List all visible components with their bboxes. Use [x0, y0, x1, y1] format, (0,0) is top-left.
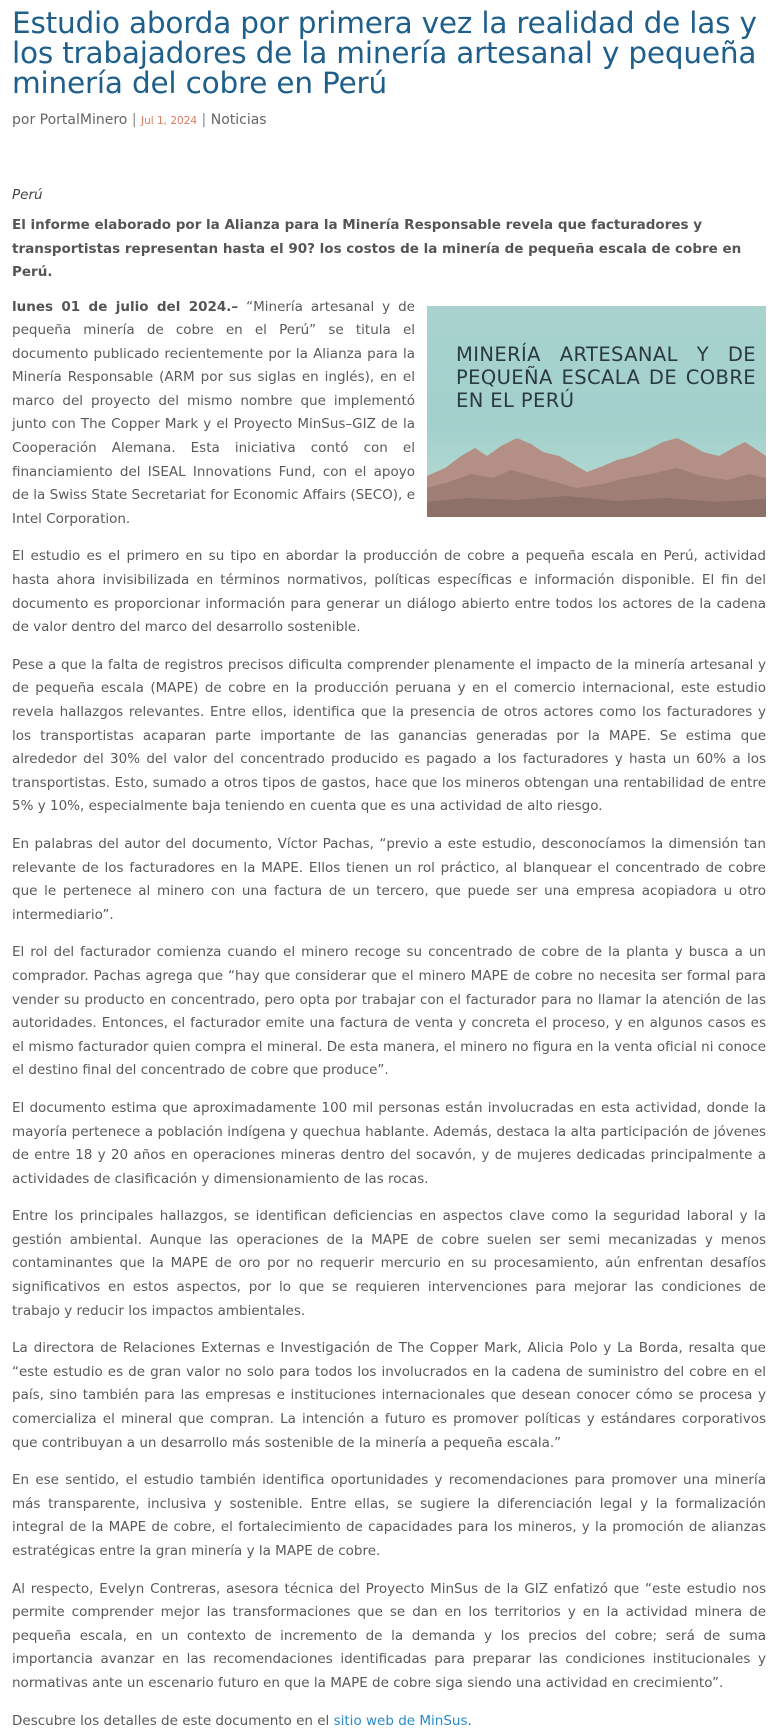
hero-image-text: MINERÍA ARTESANAL Y DE PEQUEÑA ESCALA DE COBRE EN EL PERÚ	[456, 342, 756, 412]
body-paragraph: En palabras del autor del documento, Víctor Pachas, “previo a este estudio, desconocíamos la dimensión tan relevante de los facturadores en la MAPE. Ellos tienen un rol práctico, al blanquear el concentrado de cobre que le pertenece al minero con una factura de un tercero, que puede ser una empresa acopiadora u otro intermediario”.	[12, 835, 766, 923]
article-hero-image	[427, 306, 766, 517]
closing-text: Descubre los detalles de este documento en el	[12, 1712, 334, 1729]
meta-separator: |	[131, 112, 137, 128]
author-prefix: por	[12, 112, 36, 128]
article-region: Perú	[12, 187, 43, 203]
article-lead: El informe elaborado por la Alianza para la Minería Responsable revela que facturadores y transportistas representan hasta el 90? los costos de la minería de pequeña escala de cobre en Perú.	[12, 217, 742, 280]
first-paragraph-date: lunes 01 de julio del 2024.–	[12, 298, 239, 315]
body-paragraph: El estudio es el primero en su tipo en abordar la producción de cobre a pequeña escala en Perú, actividad hasta ahora invisibilizada en términos normativos, políticas específicas e información disponible. El fin del documento es proporcionar información para generar un diálogo abierto entre todos los actores de la cadena de valor dentro del marco del desarrollo sostenible.	[12, 548, 766, 636]
closing-paragraph	[12, 1710, 766, 1733]
article-body-intro	[12, 296, 766, 546]
body-paragraph: La directora de Relaciones Externas e Investigación de The Copper Mark, Alicia Polo y La Borda, resalta que “este estudio es de gran valor no solo para todos los involucrados en la cadena de suministro del cobre en el país, sino también para las empresas e instituciones internacionales que desean conocer cómo se procesa y comercializa el mineral que compran. La intención a futuro es promover políticas y estándares corporativos que contribuyan a un desarrollo más sostenible de la minería a pequeña escala.”	[12, 1340, 766, 1451]
closing-suffix: .	[467, 1712, 472, 1729]
body-paragraph: El documento estima que aproximadamente 100 mil personas están involucradas en esta actividad, donde la mayoría pertenece a población indígena y quechua hablante. Además, destaca la alta participación de jóvenes de entre 18 y 20 años en operaciones mineras dentro del socavón, y de mujeres dedicadas principalmente a actividades de clasificación y dimensionamiento de las rocas.	[12, 1099, 766, 1187]
meta-separator: |	[201, 112, 207, 128]
body-paragraph: Entre los principales hallazgos, se identifican deficiencias en aspectos clave como la seguridad laboral y la gestión ambiental. Aunque las operaciones de la MAPE de cobre suelen ser semi mecanizadas y menos contaminantes que la MAPE de oro por no requerir mercurio en su procesamiento, aún enfrentan desafíos significativos en estos aspectos, por lo que se requieren intervenciones para mejorar las condiciones de trabajo y reducir los impactos ambientales.	[12, 1208, 766, 1319]
minsus-website-link[interactable]: sitio web de MinSus	[333, 1712, 468, 1729]
body-paragraph: En ese sentido, el estudio también identifica oportunidades y recomendaciones para promover una minería más transparente, inclusiva y sostenible. Entre ellas, se sugiere la diferenciación legal y la formalización integral de la MAPE de cobre, el fortalecimiento de capacidades para los mineros, y la promoción de alianzas estratégicas entre la gran minería y la MAPE de cobre.	[12, 1472, 766, 1559]
first-paragraph-text: “Minería artesanal y de pequeña minería de cobre en el Perú” se titula el documento publicado recientemente por la Alianza para la Minería Responsable (ARM por sus siglas en inglés), en el marco del proyecto del mismo nombre que implementó junto con The Copper Mark y el Proyecto MinSus–GIZ de la Cooperación Alemana. Esta iniciativa contó con el financiamiento del ISEAL Innovations Fund, con el apoyo de la Swiss State Secretariat for Economic Affairs (SECO), e Intel Corporation.	[12, 298, 415, 527]
body-paragraph: Pese a que la falta de registros precisos dificulta comprender plenamente el impacto de la minería artesanal y de pequeña escala (MAPE) de cobre en la producción peruana y en el comercio internacional, este estudio revela hallazgos relevantes. Entre ellos, identifica que la presencia de otros actores como los facturadores y los transportistas acaparan parte importante de las ganancias generadas por la MAPE. Se estima que alrededor del 30% del valor del concentrado producido es pagado a los facturadores y hasta un 60% a los transportistas. Esto, sumado a otros tipos de gastos, hace que los mineros obtengan una rentabilidad de entre 5% y 10%, especialmente baja teniendo en cuenta que es una actividad de alto riesgo.	[12, 656, 766, 815]
author-link[interactable]: PortalMinero	[39, 112, 128, 128]
mountain-illustration	[427, 306, 766, 517]
article-title: Estudio aborda por primera vez la realidad de las y los trabajadores de la minería artesanal y pequeña minería del cobre en Perú	[12, 6, 757, 100]
publish-date: Jul 1, 2024	[141, 115, 198, 127]
article-body	[12, 545, 766, 1733]
article-meta	[12, 110, 766, 131]
body-paragraph: El rol del facturador comienza cuando el minero recoge su concentrado de cobre de la planta y busca a un comprador. Pachas agrega que “hay que considerar que el minero MAPE de cobre no necesita ser formal para vender su producto en concentrado, pero opta por trabajar con el facturador para no llamar la atención de las autoridades. Entonces, el facturador emite una factura de venta y concreta el proceso, y en algunos casos es el mismo facturador quien compra el mineral. De esta manera, el minero no figura en la venta oficial ni conoce el destino final del concentrado de cobre que produce”.	[12, 944, 766, 1079]
category-link[interactable]: Noticias	[210, 112, 267, 128]
body-paragraph: Al respecto, Evelyn Contreras, asesora técnica del Proyecto MinSus de la GIZ enfatizó que “este estudio nos permite comprender mejor las transformaciones que se dan en los territorios y en la actividad minera de pequeña escala, en un contexto de incremento de la demanda y los precios del cobre; será de suma importancia avanzar en las recomendaciones identificadas para preparar las condiciones institucionales y normativas ante un escenario futuro en que la MAPE de cobre siga siendo una actividad en crecimiento”.	[12, 1580, 766, 1691]
